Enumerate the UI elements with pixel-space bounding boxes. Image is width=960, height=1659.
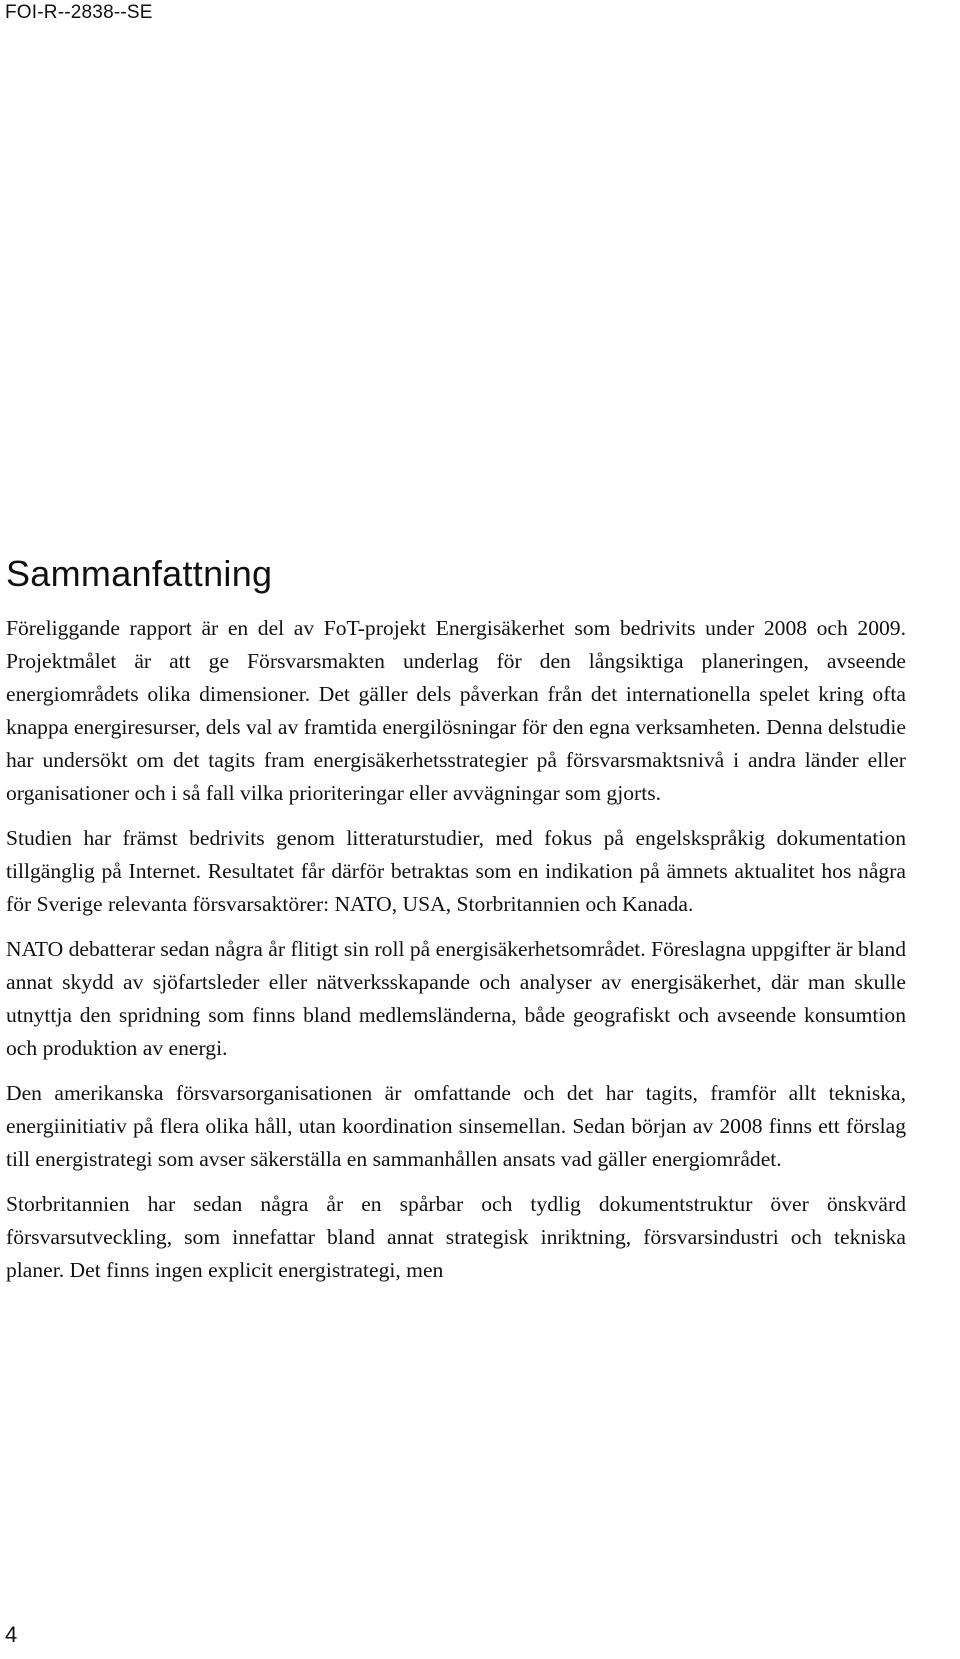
paragraph-usa: Den amerikanska försvarsorganisationen är omfattande och det har tagits, framför allt tekniska, energiinitiativ på flera olika håll, utan koordination sinsemellan. Sedan början av 2008 finns ett förslag till energistrategi som avser säkerställa en sammanhållen ansats vad gäller energiområdet. [6,1081,906,1171]
summary-body [6,612,906,1299]
paragraph-nato: NATO debatterar sedan några år flitigt sin roll på energisäkerhetsområdet. Föreslagna uppgifter är bland annat skydd av sjöfartsleder eller nätverksskapande och analyser av energisäkerhet, där man skulle utnyttja den spridning som finns bland medlemsländerna, både geografiskt och avseende konsumtion och produktion av energi. [6,937,906,1060]
section-title: Sammanfattning [6,553,273,594]
paragraph-intro: Föreliggande rapport är en del av FoT-projekt Energisäkerhet som bedrivits under 2008 och 2009. Projektmålet är att ge Försvarsmakten underlag för den långsiktiga planeringen, avseende energiområdets olika dimensioner. Det gäller dels påverkan från det internationella spelet kring ofta knappa energiresurser, dels val av framtida energilösningar för den egna verksamheten. Denna delstudie har undersökt om det tagits fram energisäkerhetsstrategier på försvarsmaktsnivå i andra länder eller organisationer och i så fall vilka prioriteringar eller avvägningar som gjorts. [6,616,906,805]
paragraph-uk: Storbritannien har sedan några år en spårbar och tydlig dokumentstruktur över önskvärd försvarsutveckling, som innefattar bland annat strategisk inriktning, försvarsindustri och tekniska planer. Det finns ingen explicit energistrategi, men [6,1192,906,1282]
page-number: 4 [5,1622,18,1647]
paragraph-method: Studien har främst bedrivits genom litteraturstudier, med fokus på engelskspråkig dokumentation tillgänglig på Internet. Resultatet får därför betraktas som en indikation på ämnets aktualitet hos några för Sverige relevanta försvarsaktörer: NATO, USA, Storbritannien och Kanada. [6,826,906,916]
report-id: FOI-R--2838--SE [5,2,153,23]
